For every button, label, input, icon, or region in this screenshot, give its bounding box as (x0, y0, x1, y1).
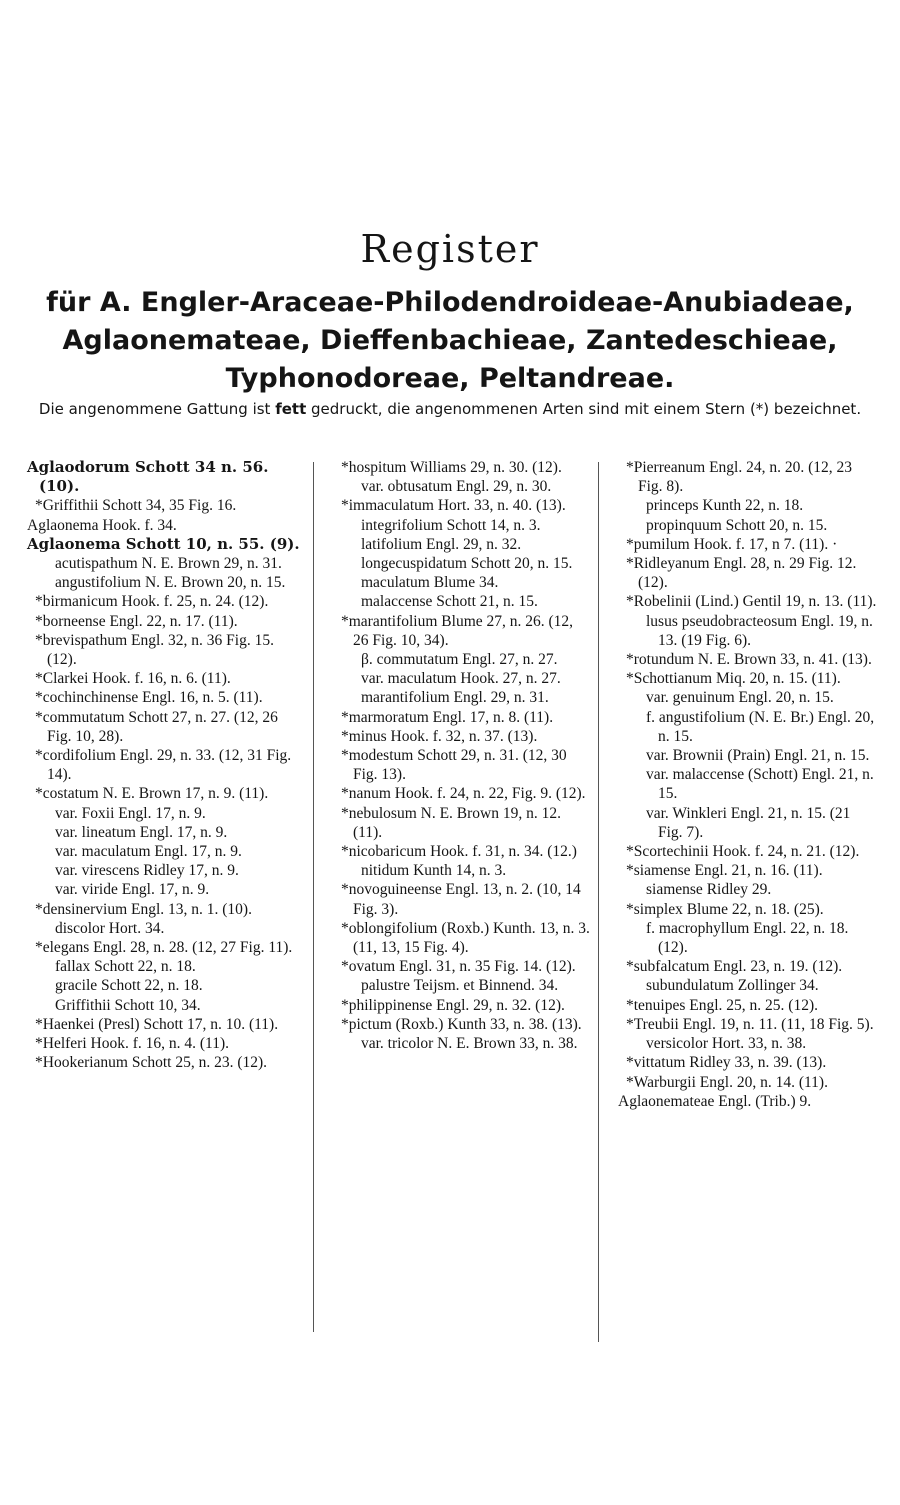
index-entry: *Robelinii (Lind.) Gentil 19, n. 13. (11). (626, 593, 877, 611)
column-divider-2 (598, 462, 599, 1342)
index-entry: *novoguineense Engl. 13, n. 2. (10, 14 Fig. 3). (341, 881, 581, 918)
subtitle-line-3: Typhonodoreae, Peltandreae. (225, 363, 675, 394)
index-entry: var. maculatum Hook. 27, n. 27. (361, 670, 561, 688)
index-entry: *elegans Engl. 28, n. 28. (12, 27 Fig. 11). (35, 939, 293, 957)
index-entry: Aglaonema Schott 10, n. 55. (9). (27, 534, 300, 553)
index-entry: *minus Hook. f. 32, n. 37. (13). (341, 727, 538, 745)
index-entry: *siamense Engl. 21, n. 16. (11). (626, 862, 823, 880)
index-entry: maculatum Blume 34. (361, 574, 499, 592)
index-entry: *Pierreanum Engl. 24, n. 20. (12, 23 Fig. 8). (626, 459, 853, 496)
index-entry: var. lineatum Engl. 17, n. 9. (55, 823, 228, 841)
index-entry: *nanum Hook. f. 24, n. 22, Fig. 9. (12). (341, 785, 586, 803)
index-entry: palustre Teijsm. et Binnend. 34. (361, 977, 559, 995)
index-entry: *Treubii Engl. 19, n. 11. (11, 18 Fig. 5). (626, 1015, 874, 1033)
index-entry: *pumilum Hook. f. 17, n 7. (11). · (626, 535, 838, 553)
index-entry: *nicobaricum Hook. f. 31, n. 34. (12.) (341, 843, 577, 861)
subtitle-line-1: für A. Engler-Araceae-Philodendroideae-Anubiadeae, (46, 287, 854, 318)
index-entry: malaccense Schott 21, n. 15. (361, 593, 538, 611)
column-divider-1 (313, 462, 314, 1332)
index-entry: *birmanicum Hook. f. 25, n. 24. (12). (35, 593, 269, 611)
index-entry: propinquum Schott 20, n. 15. (646, 516, 828, 534)
index-entry: discolor Hort. 34. (55, 919, 165, 937)
index-entry: marantifolium Engl. 29, n. 31. (361, 689, 549, 707)
index-entry: var. maculatum Engl. 17, n. 9. (55, 843, 242, 861)
index-entry: *brevispathum Engl. 32, n. 36 Fig. 15. (12). (35, 631, 274, 669)
index-entry: gracile Schott 22, n. 18. (55, 977, 203, 995)
index-entry: versicolor Hort. 33, n. 38. (646, 1035, 807, 1053)
index-entry: siamense Ridley 29. (646, 881, 772, 899)
index-entry: *philippinense Engl. 29, n. 32. (12). (341, 996, 565, 1014)
index-entry: var. tricolor N. E. Brown 33, n. 38. (361, 1035, 578, 1053)
index-entry: *Helferi Hook. f. 16, n. 4. (11). (35, 1035, 229, 1053)
index-entry: var. obtusatum Engl. 29, n. 30. (361, 478, 552, 496)
index-entry: var. malaccense (Schott) Engl. 21, n. 15. (646, 766, 874, 803)
subtitle-line-2: Aglaonemateae, Dieffenbachieae, Zantedeschieae, (62, 325, 838, 356)
index-entry: *cordifolium Engl. 29, n. 33. (12, 31 Fig. 14). (35, 747, 292, 784)
index-entry: *rotundum N. E. Brown 33, n. 41. (13). (626, 651, 872, 669)
page-title: Register (360, 227, 540, 271)
index-entry: *Scortechinii Hook. f. 24, n. 21. (12). (626, 843, 860, 861)
index-entry: *Ridleyanum Engl. 28, n. 29 Fig. 12. (12). (626, 555, 857, 592)
note-text-after: gedruckt, die angenommenen Arten sind mit einem Stern (*) bezeichnet. (306, 400, 862, 418)
index-entry: lusus pseudobracteosum Engl. 19, n. 13. (19 Fig. 6). (646, 612, 873, 649)
index-entry: longecuspidatum Schott 20, n. 15. (361, 555, 573, 573)
index-entry: *tenuipes Engl. 25, n. 25. (12). (626, 996, 819, 1014)
index-entry: Aglaonema Hook. f. 34. (27, 516, 177, 534)
index-entry: *oblongifolium (Roxb.) Kunth. 13, n. 3. (11, 13, 15 Fig. 4). (341, 919, 590, 957)
index-entry: f. macrophyllum Engl. 22, n. 18. (12). (646, 919, 849, 957)
index-entry: *marantifolium Blume 27, n. 26. (12, 26 Fig. 10, 34). (341, 612, 574, 649)
index-entry: Aglaonemateae Engl. (Trib.) 9. (618, 1092, 812, 1110)
index-entry: subundulatum Zollinger 34. (646, 977, 819, 995)
index-entry: *borneense Engl. 22, n. 17. (11). (35, 612, 238, 630)
index-entry: var. Brownii (Prain) Engl. 21, n. 15. (646, 747, 870, 765)
index-column-2 (333, 458, 590, 1053)
index-entry: *Haenkei (Presl) Schott 17, n. 10. (11). (35, 1015, 279, 1033)
index-entry: *vittatum Ridley 33, n. 39. (13). (626, 1054, 827, 1072)
index-entry: *costatum N. E. Brown 17, n. 9. (11). (35, 785, 269, 803)
index-entry: *nebulosum N. E. Brown 19, n. 12. (11). (341, 804, 562, 841)
index-entry: var. genuinum Engl. 20, n. 15. (646, 689, 834, 707)
index-entry: *subfalcatum Engl. 23, n. 19. (12). (626, 958, 843, 976)
index-entry: var. Foxii Engl. 17, n. 9. (55, 804, 206, 822)
index-entry: *Griffithii Schott 34, 35 Fig. 16. (35, 497, 237, 515)
legend-note (30, 399, 870, 419)
index-entry: β. commutatum Engl. 27, n. 27. (361, 651, 558, 669)
index-entry: *cochinchinense Engl. 16, n. 5. (11). (35, 689, 263, 707)
index-column-1 (27, 458, 303, 1073)
index-entry: *Clarkei Hook. f. 16, n. 6. (11). (35, 670, 231, 688)
index-entry: f. angustifolium (N. E. Br.) Engl. 20, n. 15. (646, 708, 875, 745)
index-entry: fallax Schott 22, n. 18. (55, 958, 196, 976)
index-column-3 (618, 458, 878, 1111)
index-entry: *Hookerianum Schott 25, n. 23. (12). (35, 1054, 268, 1072)
index-entry: integrifolium Schott 14, n. 3. (361, 516, 541, 534)
index-entry: Aglaodorum Schott 34 n. 56. (10). (27, 458, 269, 496)
index-entry: *pictum (Roxb.) Kunth 33, n. 38. (13). (341, 1015, 582, 1033)
note-bold-word: fett (275, 400, 307, 418)
index-entry: angustifolium N. E. Brown 20, n. 15. (55, 574, 286, 592)
index-entry: *ovatum Engl. 31, n. 35 Fig. 14. (12). (341, 958, 576, 976)
index-entry: princeps Kunth 22, n. 18. (646, 497, 804, 515)
note-text-before: Die angenommene Gattung ist (38, 400, 276, 418)
index-entry: *commutatum Schott 27, n. 27. (12, 26 Fig. 10, 28). (35, 708, 278, 745)
index-entry: var. Winkleri Engl. 21, n. 15. (21 Fig. 7). (646, 804, 851, 841)
index-entry: *marmoratum Engl. 17, n. 8. (11). (341, 708, 554, 726)
index-entry: *Schottianum Miq. 20, n. 15. (11). (626, 670, 841, 688)
index-entry: *simplex Blume 22, n. 18. (25). (626, 900, 824, 918)
index-entry: acutispathum N. E. Brown 29, n. 31. (55, 555, 282, 573)
index-entry: var. viride Engl. 17, n. 9. (55, 881, 210, 899)
index-entry: var. virescens Ridley 17, n. 9. (55, 862, 239, 880)
index-entry: *modestum Schott 29, n. 31. (12, 30 Fig. 13). (341, 747, 567, 784)
index-entry: *immaculatum Hort. 33, n. 40. (13). (341, 497, 566, 515)
index-entry: *Warburgii Engl. 20, n. 14. (11). (626, 1073, 828, 1091)
index-entry: nitidum Kunth 14, n. 3. (361, 862, 507, 880)
index-entry: latifolium Engl. 29, n. 32. (361, 535, 522, 553)
index-entry: *densinervium Engl. 13, n. 1. (10). (35, 900, 252, 918)
index-entry: Griffithii Schott 10, 34. (55, 996, 201, 1014)
index-entry: *hospitum Williams 29, n. 30. (12). (341, 459, 562, 476)
